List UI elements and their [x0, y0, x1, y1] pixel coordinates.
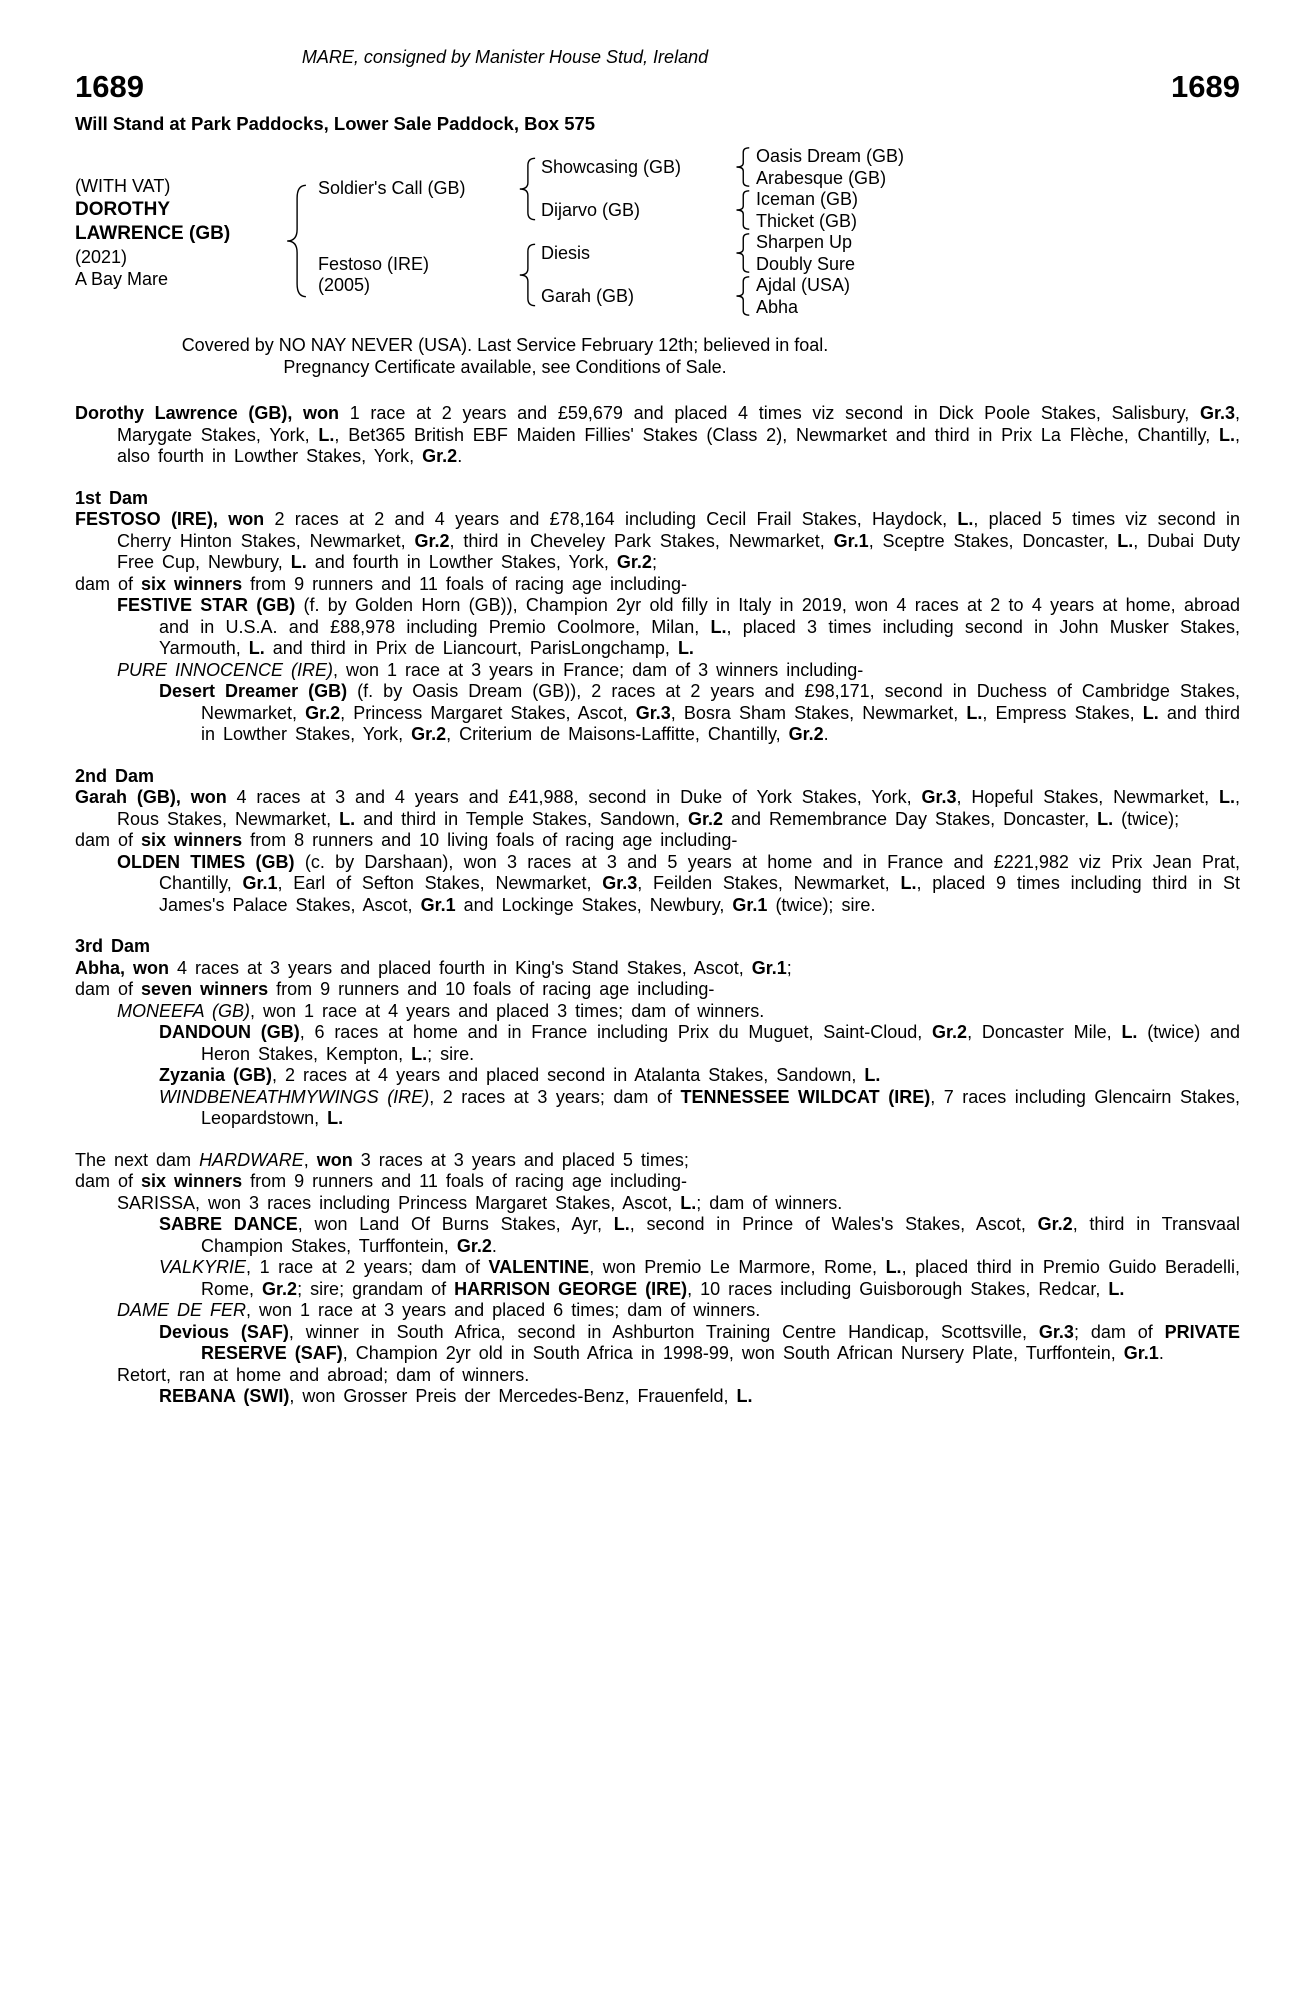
para-devious — [75, 1322, 1240, 1365]
text-segment: , Marygate Stakes, York, — [117, 403, 1240, 445]
dam-year: (2005) — [318, 275, 371, 295]
text-segment: 3rd Dam — [75, 936, 151, 956]
para-hardware — [75, 1150, 1240, 1172]
text-segment: L. — [900, 873, 917, 893]
text-segment: PURE INNOCENCE (IRE) — [117, 659, 334, 680]
text-segment: Gr.2 — [932, 1022, 968, 1042]
text-segment: Gr.1 — [242, 873, 278, 893]
sire-name: Soldier's Call (GB) — [318, 178, 466, 198]
text-segment: TENNESSEE WILDCAT (IRE) — [680, 1086, 931, 1107]
text-segment: DANDOUN (GB) — [159, 1022, 300, 1042]
text-segment: six winners — [141, 573, 243, 594]
pedigree-brace-icon — [735, 276, 750, 316]
text-segment: Gr.2 — [456, 1235, 492, 1256]
lot-number-left: 1689 — [75, 69, 144, 104]
text-segment: Gr.3 — [635, 702, 671, 723]
text-segment: and third in Lowther Stakes, York, — [201, 702, 1240, 744]
text-segment: ; dam of winners. — [696, 1192, 843, 1213]
text-segment: , won Land Of Burns Stakes, Ayr, — [297, 1214, 614, 1234]
text-segment: from 9 runners and 10 foals of racing age including- — [268, 979, 715, 999]
text-segment: VALENTINE — [488, 1257, 590, 1277]
text-segment: , 2 races at 3 years; dam of — [429, 1086, 681, 1107]
text-segment: , — [303, 1149, 317, 1170]
text-segment: . — [823, 724, 829, 744]
sire-sire: Showcasing (GB) — [541, 157, 682, 177]
great-grandparent: Ajdal (USA) — [756, 275, 851, 295]
covered-line-2: Pregnancy Certificate available, see Conditions of Sale. — [283, 356, 727, 377]
text-segment: REBANA (SWI) — [159, 1386, 290, 1406]
text-segment: , won Premio Le Marmore, Rome, — [589, 1257, 886, 1277]
text-segment: from 9 runners and 11 foals of racing age including- — [242, 573, 687, 594]
heading-2nd-dam — [75, 766, 1240, 788]
para-zyzania — [75, 1065, 1240, 1087]
text-segment: Gr.2 — [422, 446, 458, 466]
para-dorothy-lawrence — [75, 403, 1240, 468]
text-segment: Gr.3 — [602, 873, 638, 893]
text-segment: ; sire. — [427, 1043, 475, 1064]
text-segment: won — [316, 1149, 353, 1170]
text-segment: 4 races at 3 and 4 years and £41,988, second in Duke of York Stakes, York, — [226, 787, 922, 807]
para-retort — [75, 1365, 1240, 1387]
text-segment: Abha, won — [75, 957, 169, 978]
para-pure-innocence — [75, 660, 1240, 682]
great-grandparent: Sharpen Up — [756, 232, 853, 252]
text-segment: Gr.1 — [833, 530, 869, 551]
text-segment: HARDWARE — [199, 1149, 304, 1170]
covering-details — [75, 335, 935, 378]
text-segment: , Feilden Stakes, Newmarket, — [637, 873, 901, 893]
para-dandoun — [75, 1022, 1240, 1065]
text-segment: and third in Temple Stakes, Sandown, — [355, 808, 688, 829]
text-segment: L. — [864, 1065, 881, 1085]
para-garah — [75, 787, 1240, 830]
vat-note: (WITH VAT) — [75, 176, 171, 196]
text-segment: six winners — [141, 830, 243, 850]
text-segment: , Hopeful Stakes, Newmarket, — [956, 787, 1219, 807]
para-sabre-dance — [75, 1214, 1240, 1257]
catalogue-body — [75, 403, 1240, 1408]
text-segment: , Empress Stakes, — [982, 702, 1143, 723]
text-segment: L. — [736, 1386, 753, 1406]
dam-dam: Garah (GB) — [541, 286, 635, 306]
text-segment: 4 races at 3 years and placed fourth in King's Stand Stakes, Ascot, — [169, 957, 752, 978]
text-segment: dam of — [75, 573, 142, 594]
text-segment: dam of — [75, 979, 142, 999]
text-segment: MONEEFA (GB) — [117, 1000, 250, 1021]
text-segment: L. — [1218, 787, 1235, 807]
text-segment: , Rous Stakes, Newmarket, — [117, 787, 1240, 829]
text-segment: , won 1 race at 4 years and placed 3 times; dam of winners. — [250, 1000, 765, 1021]
para-olden-times — [75, 852, 1240, 917]
text-segment: ; — [651, 552, 657, 572]
para-valkyrie — [75, 1257, 1240, 1300]
text-segment: L. — [1142, 702, 1159, 723]
foaling-year: (2021) — [75, 247, 128, 267]
text-segment: Gr.2 — [414, 530, 450, 551]
para-abha — [75, 958, 1240, 980]
text-segment: and Remembrance Day Stakes, Doncaster, — [722, 808, 1098, 829]
text-segment: , Dubai Duty Free Cup, Newbury, — [117, 530, 1241, 572]
text-segment: (c. by Darshaan), won 3 races at 3 and 5 years at home and in France and £221,982 viz Prix Jean Prat, Chantilly, — [159, 851, 1240, 893]
para-windbeneathmywings — [75, 1087, 1240, 1130]
text-segment: 3 races at 3 years and placed 5 times; — [352, 1149, 689, 1170]
text-segment: ; dam of — [1073, 1321, 1165, 1342]
text-segment: , Criterium de Maisons-Laffitte, Chantilly, — [446, 724, 789, 744]
text-segment: 2 races at 2 and 4 years and £78,164 including Cecil Frail Stakes, Haydock, — [264, 509, 958, 529]
lot-number-right: 1689 — [1171, 69, 1240, 104]
text-segment: , 2 races at 4 years and placed second in Atalanta Stakes, Sandown, — [272, 1065, 865, 1085]
great-grandparent: Oasis Dream (GB) — [756, 146, 905, 166]
para-sarissa — [75, 1193, 1240, 1215]
text-segment: , won Grosser Preis der Mercedes-Benz, Frauenfeld, — [289, 1386, 737, 1406]
text-segment: from 8 runners and 10 living foals of racing age including- — [242, 830, 738, 850]
great-grandparent: Arabesque (GB) — [756, 168, 887, 188]
heading-1st-dam — [75, 488, 1240, 510]
text-segment: , placed 5 times viz second in Cherry Hinton Stakes, Newmarket, — [117, 509, 1240, 551]
para-garah-damline — [75, 830, 1240, 852]
text-segment: , won 1 race at 3 years and placed 6 times; dam of winners. — [246, 1300, 761, 1320]
horse-name-line2: LAWRENCE (GB) — [75, 223, 231, 244]
text-segment: Gr.2 — [616, 552, 652, 572]
text-segment: Gr.2 — [411, 724, 447, 744]
text-segment: . — [457, 446, 463, 466]
text-segment: FESTIVE STAR (GB) — [117, 595, 296, 615]
pedigree-brace-icon — [735, 233, 750, 273]
para-moneefa — [75, 1001, 1240, 1023]
para-hardware-damline — [75, 1171, 1240, 1193]
text-segment: L. — [339, 808, 356, 829]
text-segment: Devious (SAF) — [159, 1321, 289, 1342]
text-segment: dam of — [75, 1171, 142, 1191]
text-segment: L. — [318, 424, 335, 445]
stand-location-line: Will Stand at Park Paddocks, Lower Sale Paddock, Box 575 — [75, 113, 596, 134]
para-festoso — [75, 509, 1240, 574]
lot-number-row — [75, 70, 1240, 104]
text-segment: six winners — [141, 1171, 243, 1191]
text-segment: , Princess Margaret Stakes, Ascot, — [340, 702, 636, 723]
text-segment: L. — [1097, 808, 1114, 829]
text-segment: Gr.2 — [687, 808, 723, 829]
text-segment: and fourth in Lowther Stakes, York, — [306, 552, 617, 572]
text-segment: . — [1158, 1343, 1164, 1363]
text-segment: SARISSA, won 3 races including Princess Margaret Stakes, Ascot, — [117, 1192, 681, 1213]
text-segment: Gr.3 — [921, 787, 957, 807]
text-segment: L. — [1121, 1022, 1138, 1042]
text-segment: Gr.1 — [751, 957, 787, 978]
text-segment: SABRE DANCE — [159, 1214, 298, 1234]
text-segment: DAME DE FER — [117, 1300, 247, 1320]
text-segment: Gr.2 — [788, 724, 824, 744]
text-segment: and Lockinge Stakes, Newbury, — [455, 894, 733, 915]
sire-dam: Dijarvo (GB) — [541, 200, 641, 220]
para-rebana — [75, 1386, 1240, 1408]
text-segment: , winner in South Africa, second in Ashburton Training Centre Handicap, Scottsville, — [288, 1321, 1039, 1342]
text-segment: , won 1 race at 3 years in France; dam of 3 winners including- — [333, 659, 864, 680]
para-festoso-damline — [75, 574, 1240, 596]
text-segment: (twice); sire. — [767, 894, 876, 915]
text-segment: Dorothy Lawrence (GB), won — [75, 403, 340, 423]
text-segment: 2nd Dam — [75, 765, 155, 786]
text-segment: Gr.3 — [1038, 1321, 1074, 1342]
text-segment: L. — [613, 1214, 630, 1234]
para-abha-damline — [75, 979, 1240, 1001]
horse-description: A Bay Mare — [75, 269, 169, 289]
text-segment: Retort, ran at home and abroad; dam of winners. — [117, 1364, 530, 1385]
text-segment: (twice); — [1113, 808, 1180, 829]
text-segment: from 9 runners and 11 foals of racing age including- — [242, 1171, 687, 1191]
text-segment: OLDEN TIMES (GB) — [117, 851, 295, 872]
text-segment: Gr.2 — [305, 702, 341, 723]
pedigree-brace-icon — [735, 147, 750, 187]
text-segment: , Earl of Sefton Stakes, Newmarket, — [277, 873, 603, 893]
text-segment: (f. by Oasis Dream (GB)), 2 races at 2 years and £98,171, second in Duchess of Cambridge Stakes, Newmarket, — [201, 681, 1240, 723]
text-segment: L. — [677, 638, 694, 658]
text-segment: FESTOSO (IRE), won — [75, 509, 265, 529]
text-segment: Zyzania (GB) — [159, 1065, 273, 1085]
text-segment: Gr.3 — [1199, 403, 1235, 423]
text-segment: Gr.1 — [732, 894, 768, 915]
text-segment: HARRISON GEORGE (IRE) — [454, 1278, 688, 1299]
pedigree-table — [75, 143, 1240, 321]
para-desert-dreamer — [75, 681, 1240, 746]
text-segment: Desert Dreamer (GB) — [159, 681, 348, 701]
text-segment: Gr.2 — [1037, 1214, 1073, 1234]
text-segment: L. — [885, 1257, 902, 1277]
text-segment: PRIVATE RESERVE (SAF) — [201, 1321, 1240, 1363]
text-segment: , placed third in Premio Guido Beradelli, Rome, — [201, 1257, 1240, 1299]
text-segment: Gr.1 — [420, 894, 456, 915]
great-grandparent: Doubly Sure — [756, 254, 856, 274]
great-grandparent: Iceman (GB) — [756, 189, 859, 209]
text-segment: , placed 3 times including second in John Musker Stakes, Yarmouth, — [159, 616, 1240, 658]
text-segment: , Bet365 British EBF Maiden Fillies' Stakes (Class 2), Newmarket and third in Prix La Flèche, Chantilly, — [334, 424, 1219, 445]
text-segment: L. — [327, 1108, 344, 1128]
horse-name-line1: DOROTHY — [75, 199, 170, 220]
pedigree-brace-icon — [518, 157, 536, 221]
text-segment: . — [491, 1235, 497, 1256]
text-segment: Gr.2 — [262, 1278, 298, 1299]
text-segment: , third in Cheveley Park Stakes, Newmarket, — [449, 530, 834, 551]
text-segment: L. — [710, 616, 727, 637]
text-segment: L. — [1218, 424, 1235, 445]
text-segment: , 6 races at home and in France including Prix du Muguet, Saint-Cloud, — [299, 1022, 933, 1042]
text-segment: , Sceptre Stakes, Doncaster, — [868, 530, 1118, 551]
para-festive-star — [75, 595, 1240, 660]
text-segment: , third in Transvaal Champion Stakes, Turffontein, — [201, 1214, 1240, 1256]
text-segment: , 7 races including Glencairn Stakes, Leopardstown, — [201, 1086, 1240, 1128]
text-segment: L. — [248, 638, 265, 658]
text-segment: , second in Prince of Wales's Stakes, Ascot, — [629, 1214, 1038, 1234]
text-segment: dam of — [75, 830, 142, 850]
text-segment: L. — [411, 1043, 428, 1064]
great-grandparent: Abha — [756, 297, 799, 317]
text-segment: 1st Dam — [75, 487, 149, 508]
text-segment: VALKYRIE — [159, 1257, 247, 1277]
text-segment: L. — [680, 1192, 697, 1213]
text-segment: , also fourth in Lowther Stakes, York, — [117, 424, 1240, 466]
text-segment: L. — [966, 702, 983, 723]
great-grandparent: Thicket (GB) — [756, 211, 858, 231]
dam-sire: Diesis — [541, 243, 591, 263]
text-segment: 1 race at 2 years and £59,679 and placed 4 times viz second in Dick Poole Stakes, Salisbury, — [339, 403, 1200, 423]
text-segment: ; — [786, 957, 792, 978]
text-segment: Gr.1 — [1123, 1343, 1159, 1363]
pedigree-brace-icon — [518, 243, 536, 307]
pedigree-brace-icon — [735, 190, 750, 230]
text-segment: L. — [957, 509, 974, 529]
dam-name: Festoso (IRE) — [318, 254, 430, 274]
text-segment: L. — [290, 552, 307, 572]
text-segment: , placed 9 times including third in St James's Palace Stakes, Ascot, — [159, 873, 1240, 915]
text-segment: (twice) and Heron Stakes, Kempton, — [201, 1022, 1241, 1064]
text-segment: , Bosra Sham Stakes, Newmarket, — [670, 702, 967, 723]
text-segment: L. — [1108, 1278, 1125, 1299]
text-segment: The next dam — [75, 1149, 200, 1170]
para-dame-de-fer — [75, 1300, 1240, 1322]
text-segment: , Champion 2yr old in South Africa in 1998-99, won South African Nursery Plate, Turffontein, — [342, 1343, 1124, 1363]
pedigree-brace-icon — [285, 183, 307, 299]
text-segment: , Doncaster Mile, — [967, 1022, 1122, 1042]
text-segment: , 1 race at 2 years; dam of — [246, 1257, 489, 1277]
text-segment: Garah (GB), won — [75, 787, 227, 807]
consignor-line: MARE, consigned by Manister House Stud, Ireland — [301, 47, 709, 67]
text-segment: ; sire; grandam of — [297, 1278, 455, 1299]
heading-3rd-dam — [75, 936, 1240, 958]
text-segment: seven winners — [141, 979, 269, 999]
text-segment: WINDBENEATHMYWINGS (IRE) — [159, 1086, 430, 1107]
text-segment: , 10 races including Guisborough Stakes, Redcar, — [687, 1278, 1109, 1299]
text-segment: and third in Prix de Liancourt, ParisLongchamp, — [264, 638, 678, 658]
text-segment: (f. by Golden Horn (GB)), Champion 2yr old filly in Italy in 2019, won 4 races at 2 to 4 years at home, abroad and in U.S.A. and £88,978 including Premio Coolmore, Milan, — [159, 595, 1240, 637]
text-segment: L. — [1117, 530, 1134, 551]
covered-line-1: Covered by NO NAY NEVER (USA). Last Service February 12th; believed in foal. — [181, 335, 829, 355]
